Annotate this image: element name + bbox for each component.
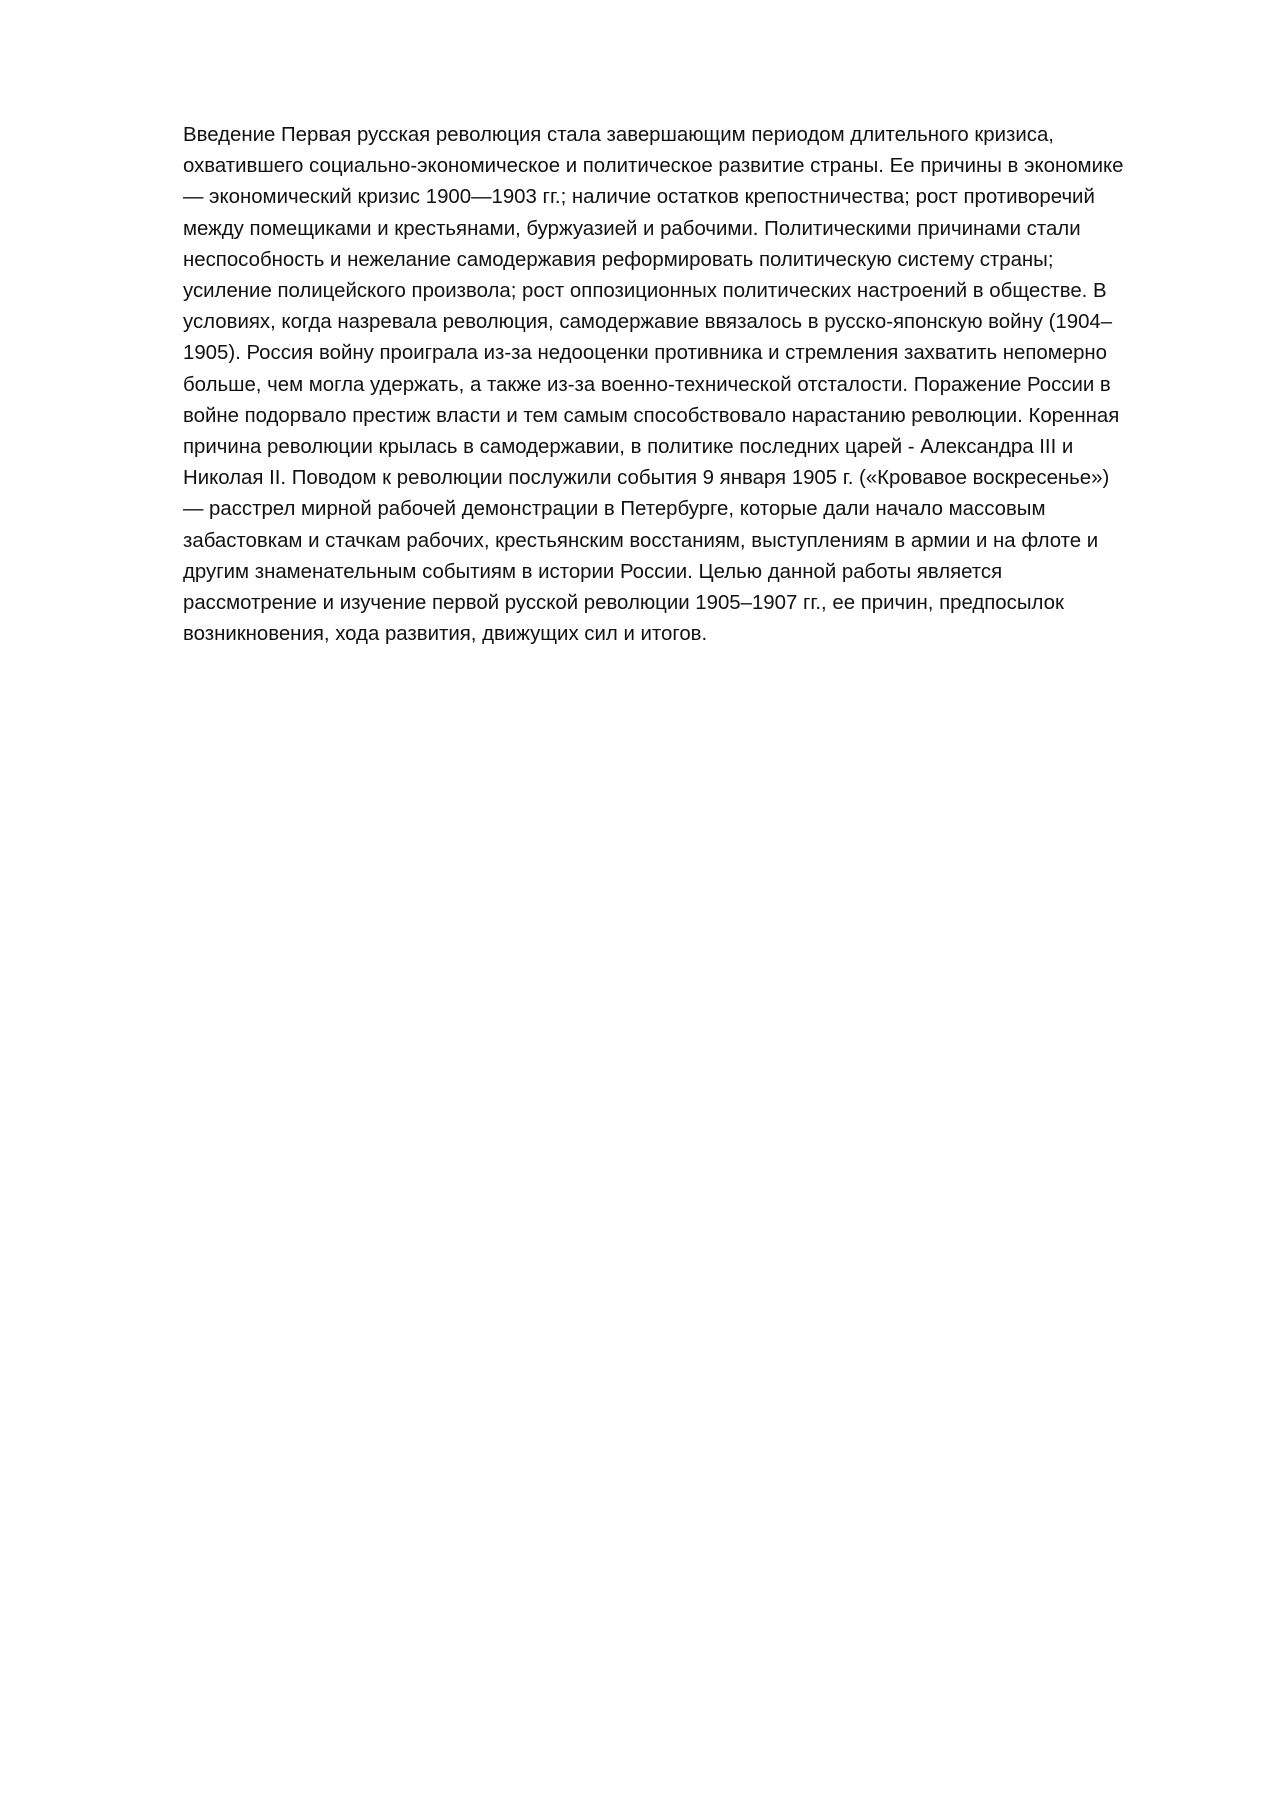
text-line: Николая II. Поводом к революции послужили события 9 января 1905 г. («Кровавое воскресенье») [183, 467, 1110, 490]
text-line: 1905). Россия войну проиграла из-за недооценки противника и стремления захватить непомерно [183, 342, 1108, 365]
text-line: причина революции крылась в самодержавии, в политике последних царей - Александра III и [183, 436, 1074, 459]
text-line: охватившего социально-экономическое и политическое развитие страны. Ее причины в экономике [183, 155, 1124, 178]
text-line: — экономический кризис 1900—1903 гг.; наличие остатков крепостничества; рост противоречий [183, 186, 1095, 209]
text-line: Введение Первая русская революция стала завершающим периодом длительного кризиса, [183, 124, 1054, 146]
text-line: условиях, когда назревала революция, самодержавие ввязалось в русско-японскую войну (1904– [183, 311, 1113, 334]
text-line: другим знаменательным событиям в истории России. Целью данной работы является [183, 560, 1003, 583]
text-line: войне подорвало престиж власти и тем самым способствовало нарастанию революции. Коренная [183, 404, 1120, 427]
text-line: рассмотрение и изучение первой русской революции 1905–1907 гг., ее причин, предпосылок [183, 592, 1064, 615]
text-line: между помещиками и крестьянами, буржуазией и рабочими. Политическими причинами стали [183, 217, 1081, 240]
text-line: — расстрел мирной рабочей демонстрации в Петербурге, которые дали начало массовым [183, 498, 1046, 521]
text-line: усиление полицейского произвола; рост оппозиционных политических настроений в обществе. В [183, 280, 1107, 303]
text-line: возникновения, хода развития, движущих сил и итогов. [183, 623, 708, 646]
text-line: больше, чем могла удержать, а также из-за военно-технической отсталости. Поражение России в [183, 373, 1111, 396]
text-line: забастовкам и стачкам рабочих, крестьянским восстаниям, выступлениям в армии и на флоте и [183, 529, 1099, 552]
body-paragraph [183, 120, 1199, 650]
text-line: неспособность и нежелание самодержавия реформировать политическую систему страны; [183, 248, 1054, 271]
